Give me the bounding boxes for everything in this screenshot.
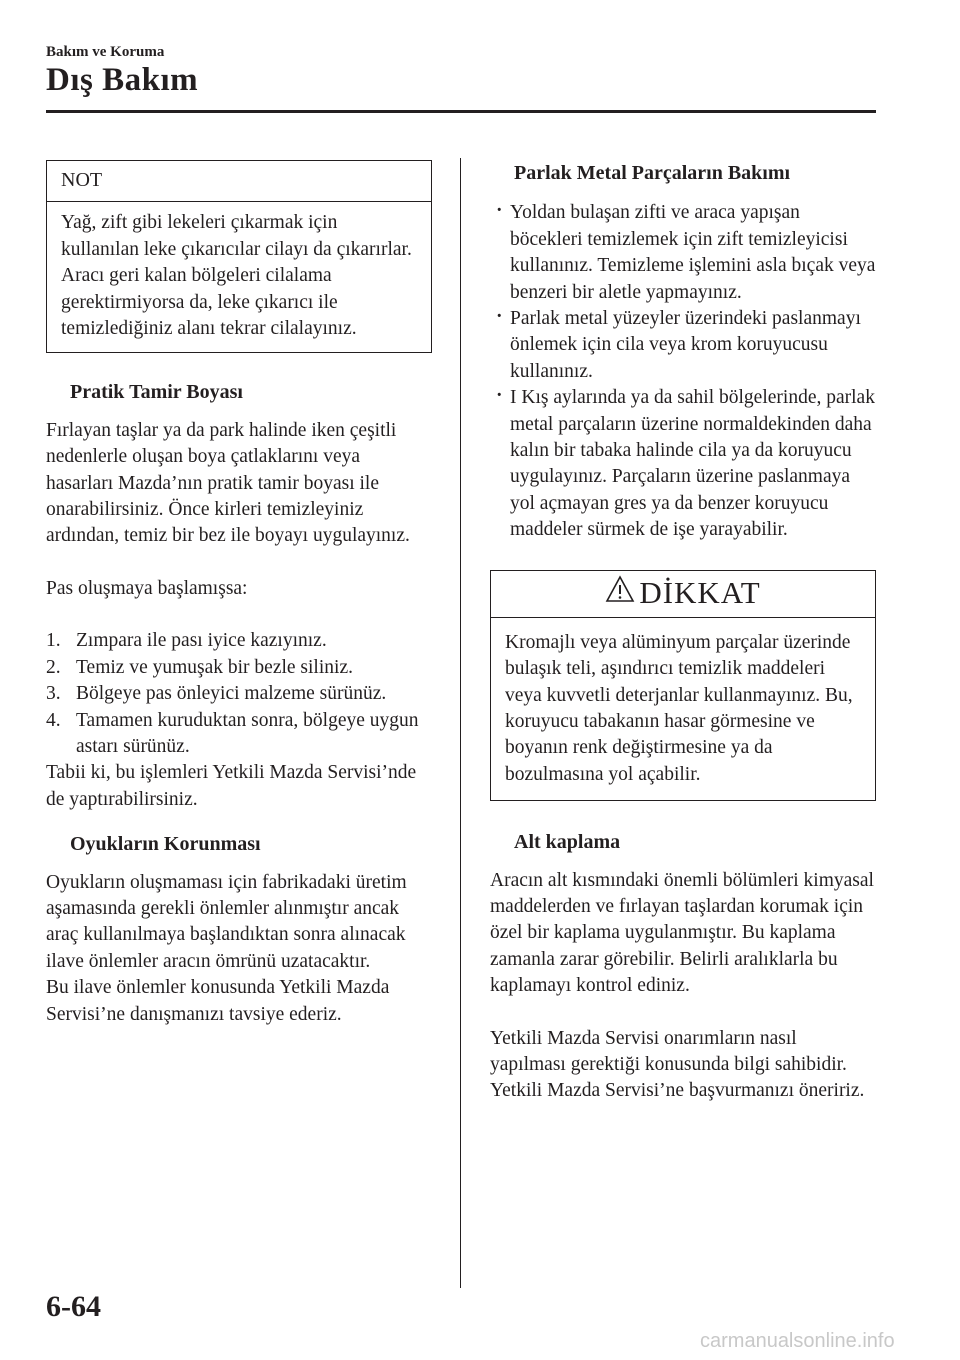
section-label: Bakım ve Koruma [46,44,165,60]
pas-intro: Pas oluşmaya başlamışsa: [46,577,248,599]
step-number: 4. [46,709,61,731]
note-box [46,160,432,353]
step-item [46,708,432,761]
oyuk-heading: Oyukların Korunması [70,833,261,856]
watermark: carmanualsonline.info [700,1330,895,1352]
left-column [46,160,432,1028]
alt-body-2: Yetkili Mazda Servisi onarımların nasıl yapılması gerektiği konusunda bilgi sahibidir. Yetkili Mazda Servisi’ne başvurmanızı öneririz. [490,1027,865,1102]
warning-triangle-icon [605,575,635,611]
bullet-item: · I Kış aylarında ya da sahil bölgelerinde, parlak metal parçaların üzerine normaldekinden daha kalın bir tabaka halinde cila ya da koruyucu uygulayınız. Parçaların üzerine paslanmaya yol açmayan gres ya da benzer koruyucu maddeler sürmek de işe yarayabilir. [490,385,876,543]
pratik-heading: Pratik Tamir Boyası [70,381,243,404]
oyuk-body-1: Oyukların oluşmaması için fabrikadaki üretim aşamasında gerekli önlemler alınmıştır ancak araç kullanılmaya başlandıktan sonra alınacak ilave önlemler aracın ömrünü uzatacaktır. [46,871,407,972]
step-number: 2. [46,656,61,678]
bullet-item: · Parlak metal yüzeyler üzerindeki paslanmayı önlemek için cila veya krom koruyucusu kullanınız. [490,306,876,385]
oyuk-body-2: Bu ilave önlemler konusunda Yetkili Mazda Servisi’ne danışmanızı tavsiye ederiz. [46,977,390,1025]
note-body: Yağ, zift gibi lekeleri çıkarmak için kullanılan leke çıkarıcılar cilayı da çıkarırlar. Aracı geri kalan bölgeleri cilalama gerektirmiyorsa da, leke çıkarıcı ile temizlediğiniz alanı tekrar cilalayınız. [61,212,412,340]
alt-heading: Alt kaplama [514,831,621,854]
step-number: 3. [46,683,61,705]
step-text: Zımpara ile pası iyice kazıyınız. [76,630,327,652]
step-item [46,655,432,681]
page-number: 6-64 [46,1290,101,1323]
pratik-body: Fırlayan taşlar ya da park halinde iken çeşitli nedenlerle oluşan boya çatlaklarını veya hasarları Mazda’nın pratik tamir boyası ile onarabilirsiniz. Önce kirleri temizleyiniz ardından, temiz bir bez ile boyayı uygulayınız. [46,419,410,547]
title-rule [46,110,876,113]
step-item [46,681,432,707]
alt-body-1: Aracın alt kısmındaki önemli bölümleri kimyasal maddelerden ve fırlayan taşlardan korumak için özel bir kaplama uygulanmıştır. Bu kaplama zamanla zarar görebilir. Belirli aralıklarla bu kaplamayı kontrol ediniz. [490,869,874,997]
metal-bullets [490,200,876,543]
step-text: Bölgeye pas önleyici malzeme sürünüz. [76,683,387,705]
caution-box [490,570,876,801]
caution-heading: DİKKAT [639,575,761,611]
note-heading: NOT [47,161,431,202]
pratik-closing: Tabii ki, bu işlemleri Yetkili Mazda Servisi’nde de yaptırabilirsiniz. [46,762,417,810]
step-number: 1. [46,630,61,652]
caution-header [491,571,875,618]
page-title: Dış Bakım [46,62,199,98]
step-item [46,628,432,654]
step-text: Tamamen kuruduktan sonra, bölgeye uygun astarı sürünüz. [76,709,419,757]
column-divider [460,158,461,1288]
caution-body: Kromajlı veya alüminyum parçalar üzerinde bulaşık teli, aşındırıcı temizlik maddeleri veya kuvvetli deterjanlar kullanmayınız. Bu, koruyucu tabakanın hasar görmesine ve boyanın renk değiştirmesine ya da bozulmasına yol açabilir. [505,631,853,785]
step-text: Temiz ve yumuşak bir bezle siliniz. [76,656,353,678]
bullet-item: · Yoldan bulaşan zifti ve araca yapışan böcekleri temizlemek için zift temizleyicisi kullanınız. Temizleme işlemini asla bıçak veya benzeri bir aletle yapmayınız. [490,200,876,306]
pas-steps [46,628,432,760]
right-column [490,160,876,1105]
metal-heading: Parlak Metal Parçaların Bakımı [514,162,791,184]
